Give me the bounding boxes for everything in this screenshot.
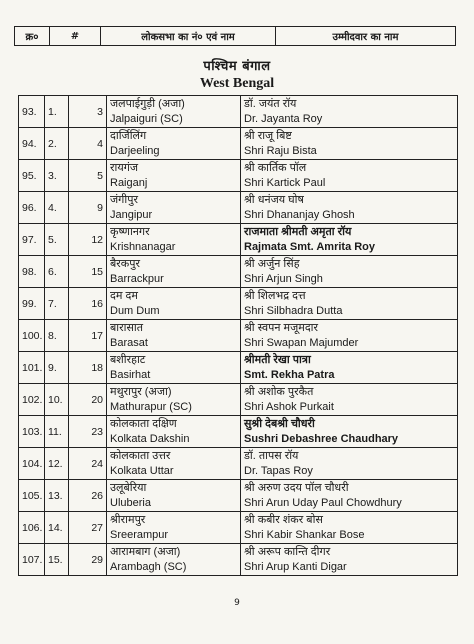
constituency-name xyxy=(107,192,241,224)
table-row xyxy=(19,544,458,576)
constituency-number: 23 xyxy=(69,416,107,448)
constituency-name xyxy=(107,256,241,288)
constituency-name xyxy=(107,96,241,128)
constituency-name-english: Kolkata Dakshin xyxy=(110,432,190,445)
state-serial: 15. xyxy=(45,544,69,576)
state-serial: 1. xyxy=(45,96,69,128)
constituency-name-english: Dum Dum xyxy=(110,304,160,317)
constituency-name xyxy=(107,160,241,192)
constituency-name-hindi: जंगीपुर xyxy=(110,193,138,206)
candidate-name-english: Shri Kabir Shankar Bose xyxy=(244,528,365,541)
table-row xyxy=(19,288,458,320)
candidate-name-hindi: श्री शिलभद्र दत्त xyxy=(244,289,306,302)
state-serial: 11. xyxy=(45,416,69,448)
constituency-name-hindi: आरामबाग (अजा) xyxy=(110,545,181,558)
state-serial: 2. xyxy=(45,128,69,160)
state-serial: 9. xyxy=(45,352,69,384)
state-serial: 5. xyxy=(45,224,69,256)
constituency-name-hindi: कृष्णानगर xyxy=(110,225,150,238)
candidate-name xyxy=(241,416,458,448)
constituency-name-english: Sreerampur xyxy=(110,528,169,541)
constituency-name xyxy=(107,352,241,384)
candidate-name-hindi: श्री अशोक पुरकैत xyxy=(244,385,314,398)
candidate-name-english: Shri Ashok Purkait xyxy=(244,400,334,413)
header-serial: क्र० xyxy=(15,27,50,45)
candidate-name-english: Rajmata Smt. Amrita Roy xyxy=(244,240,376,253)
state-serial: 6. xyxy=(45,256,69,288)
candidate-name-english: Shri Dhananjay Ghosh xyxy=(244,208,355,221)
table-row xyxy=(19,256,458,288)
candidate-name xyxy=(241,512,458,544)
candidate-name-english: Shri Kartick Paul xyxy=(244,176,326,189)
constituency-name-english: Mathurapur (SC) xyxy=(110,400,192,413)
constituency-name-hindi: बारासात xyxy=(110,321,144,334)
state-serial: 14. xyxy=(45,512,69,544)
candidate-name xyxy=(241,160,458,192)
serial-number: 100. xyxy=(19,320,45,352)
constituency-name-hindi: जलपाईगुड़ी (अजा) xyxy=(110,97,185,110)
candidate-name-english: Shri Arup Kanti Digar xyxy=(244,560,347,573)
constituency-number: 3 xyxy=(69,96,107,128)
serial-number: 95. xyxy=(19,160,45,192)
constituency-name xyxy=(107,480,241,512)
serial-number: 105. xyxy=(19,480,45,512)
constituency-number: 20 xyxy=(69,384,107,416)
state-serial: 8. xyxy=(45,320,69,352)
table-row xyxy=(19,224,458,256)
candidate-name-hindi: श्री अरुण उदय पॉल चौधरी xyxy=(244,481,349,494)
state-serial: 13. xyxy=(45,480,69,512)
candidate-name-english: Shri Silbhadra Dutta xyxy=(244,304,343,317)
candidate-name-hindi: श्री स्वपन मजूमदार xyxy=(244,321,319,334)
header-constituency: लोकसभा का नं० एवं नाम xyxy=(101,27,276,45)
serial-number: 96. xyxy=(19,192,45,224)
serial-number: 101. xyxy=(19,352,45,384)
constituency-number: 18 xyxy=(69,352,107,384)
constituency-name-hindi: बैरकपुर xyxy=(110,257,140,270)
table-row xyxy=(19,416,458,448)
candidate-name-hindi: डॉ. तापस रॉय xyxy=(244,449,299,462)
section-title-english: West Bengal xyxy=(199,76,275,91)
constituency-number: 27 xyxy=(69,512,107,544)
serial-number: 104. xyxy=(19,448,45,480)
candidate-name xyxy=(241,224,458,256)
candidate-name-english: Shri Swapan Majumder xyxy=(244,336,359,349)
table-row xyxy=(19,96,458,128)
constituency-name-english: Arambagh (SC) xyxy=(110,560,187,573)
table-row xyxy=(19,448,458,480)
state-serial: 7. xyxy=(45,288,69,320)
header-number: # xyxy=(50,27,101,45)
serial-number: 107. xyxy=(19,544,45,576)
candidate-name-english: Dr. Tapas Roy xyxy=(244,464,313,477)
candidate-name xyxy=(241,448,458,480)
candidate-name-english: Smt. Rekha Patra xyxy=(244,368,335,381)
constituency-name-english: Jangipur xyxy=(110,208,153,221)
candidate-name-english: Dr. Jayanta Roy xyxy=(244,112,323,125)
constituency-name-english: Darjeeling xyxy=(110,144,160,157)
candidate-name-english: Shri Arun Uday Paul Chowdhury xyxy=(244,496,402,509)
candidate-name-english: Sushri Debashree Chaudhary xyxy=(244,432,399,445)
constituency-name-english: Krishnanagar xyxy=(110,240,176,253)
constituency-number: 12 xyxy=(69,224,107,256)
constituency-number: 24 xyxy=(69,448,107,480)
candidate-name xyxy=(241,96,458,128)
constituency-name-english: Basirhat xyxy=(110,368,151,381)
candidate-name xyxy=(241,320,458,352)
candidate-name-hindi: श्री अरूप कान्ति दीगर xyxy=(244,545,331,558)
candidate-name-hindi: डॉ. जयंत रॉय xyxy=(244,97,297,110)
candidate-name-hindi: श्री अर्जुन सिंह xyxy=(244,257,300,270)
constituency-name xyxy=(107,224,241,256)
constituency-number: 17 xyxy=(69,320,107,352)
constituency-name xyxy=(107,416,241,448)
constituency-number: 29 xyxy=(69,544,107,576)
constituency-number: 5 xyxy=(69,160,107,192)
candidate-name-english: Shri Raju Bista xyxy=(244,144,317,157)
table-row xyxy=(19,128,458,160)
constituency-name xyxy=(107,320,241,352)
candidate-name xyxy=(241,384,458,416)
table-row xyxy=(19,160,458,192)
candidate-name-hindi: राजमाता श्रीमती अमृता रॉय xyxy=(244,225,352,238)
serial-number: 103. xyxy=(19,416,45,448)
serial-number: 98. xyxy=(19,256,45,288)
constituency-name-hindi: कोलकाता उत्तर xyxy=(110,449,171,462)
constituency-name-hindi: उलूबेरिया xyxy=(110,481,147,494)
serial-number: 106. xyxy=(19,512,45,544)
state-serial: 4. xyxy=(45,192,69,224)
constituency-name xyxy=(107,288,241,320)
constituency-name-hindi: दार्जिलिंग xyxy=(110,129,147,142)
constituency-number: 26 xyxy=(69,480,107,512)
serial-number: 94. xyxy=(19,128,45,160)
serial-number: 93. xyxy=(19,96,45,128)
candidate-name xyxy=(241,128,458,160)
constituency-number: 9 xyxy=(69,192,107,224)
candidate-name xyxy=(241,288,458,320)
candidate-name xyxy=(241,256,458,288)
table-row xyxy=(19,192,458,224)
candidate-name-hindi: श्री कार्तिक पॉल xyxy=(244,161,307,174)
constituency-name xyxy=(107,384,241,416)
serial-number: 99. xyxy=(19,288,45,320)
constituency-number: 15 xyxy=(69,256,107,288)
serial-number: 102. xyxy=(19,384,45,416)
section-title-hindi: पश्चिम बंगाल xyxy=(203,59,271,74)
candidate-name-hindi: श्री धनंजय घोष xyxy=(244,193,304,206)
constituency-name-english: Barasat xyxy=(110,336,148,349)
candidate-name-english: Shri Arjun Singh xyxy=(244,272,323,285)
page-number: 9 xyxy=(234,598,240,608)
table-row xyxy=(19,352,458,384)
candidate-name xyxy=(241,192,458,224)
constituency-name xyxy=(107,512,241,544)
constituency-name-hindi: दम दम xyxy=(110,289,138,302)
constituency-name-english: Barrackpur xyxy=(110,272,164,285)
state-serial: 3. xyxy=(45,160,69,192)
candidate-name-hindi: श्रीमती रेखा पात्रा xyxy=(244,353,311,366)
constituency-number: 16 xyxy=(69,288,107,320)
candidate-name-hindi: श्री कबीर शंकर बोस xyxy=(244,513,323,526)
candidate-name xyxy=(241,352,458,384)
state-serial: 10. xyxy=(45,384,69,416)
constituency-name-english: Uluberia xyxy=(110,496,151,509)
candidate-name xyxy=(241,480,458,512)
constituency-name-english: Jalpaiguri (SC) xyxy=(110,112,183,125)
candidate-name xyxy=(241,544,458,576)
table-row xyxy=(19,320,458,352)
constituency-name xyxy=(107,544,241,576)
table-row xyxy=(19,480,458,512)
candidate-name-hindi: श्री राजू बिष्ट xyxy=(244,129,292,142)
constituency-name-hindi: मथुरापुर (अजा) xyxy=(110,385,172,398)
constituency-name-hindi: बशीरहाट xyxy=(110,353,146,366)
candidate-name-hindi: सुश्री देबश्री चौधरी xyxy=(244,417,315,430)
constituency-name-english: Raiganj xyxy=(110,176,148,189)
constituency-name-hindi: कोलकाता दक्षिण xyxy=(110,417,177,430)
state-serial: 12. xyxy=(45,448,69,480)
serial-number: 97. xyxy=(19,224,45,256)
constituency-name-english: Kolkata Uttar xyxy=(110,464,174,477)
constituency-number: 4 xyxy=(69,128,107,160)
header-candidate: उम्मीदवार का नाम xyxy=(332,32,399,43)
constituency-name-hindi: श्रीरामपुर xyxy=(110,513,146,526)
constituency-name xyxy=(107,128,241,160)
constituency-name xyxy=(107,448,241,480)
table-header xyxy=(14,26,456,46)
table-row xyxy=(19,512,458,544)
table-row xyxy=(19,384,458,416)
constituency-name-hindi: रायगंज xyxy=(110,161,139,174)
candidate-table xyxy=(18,95,458,576)
